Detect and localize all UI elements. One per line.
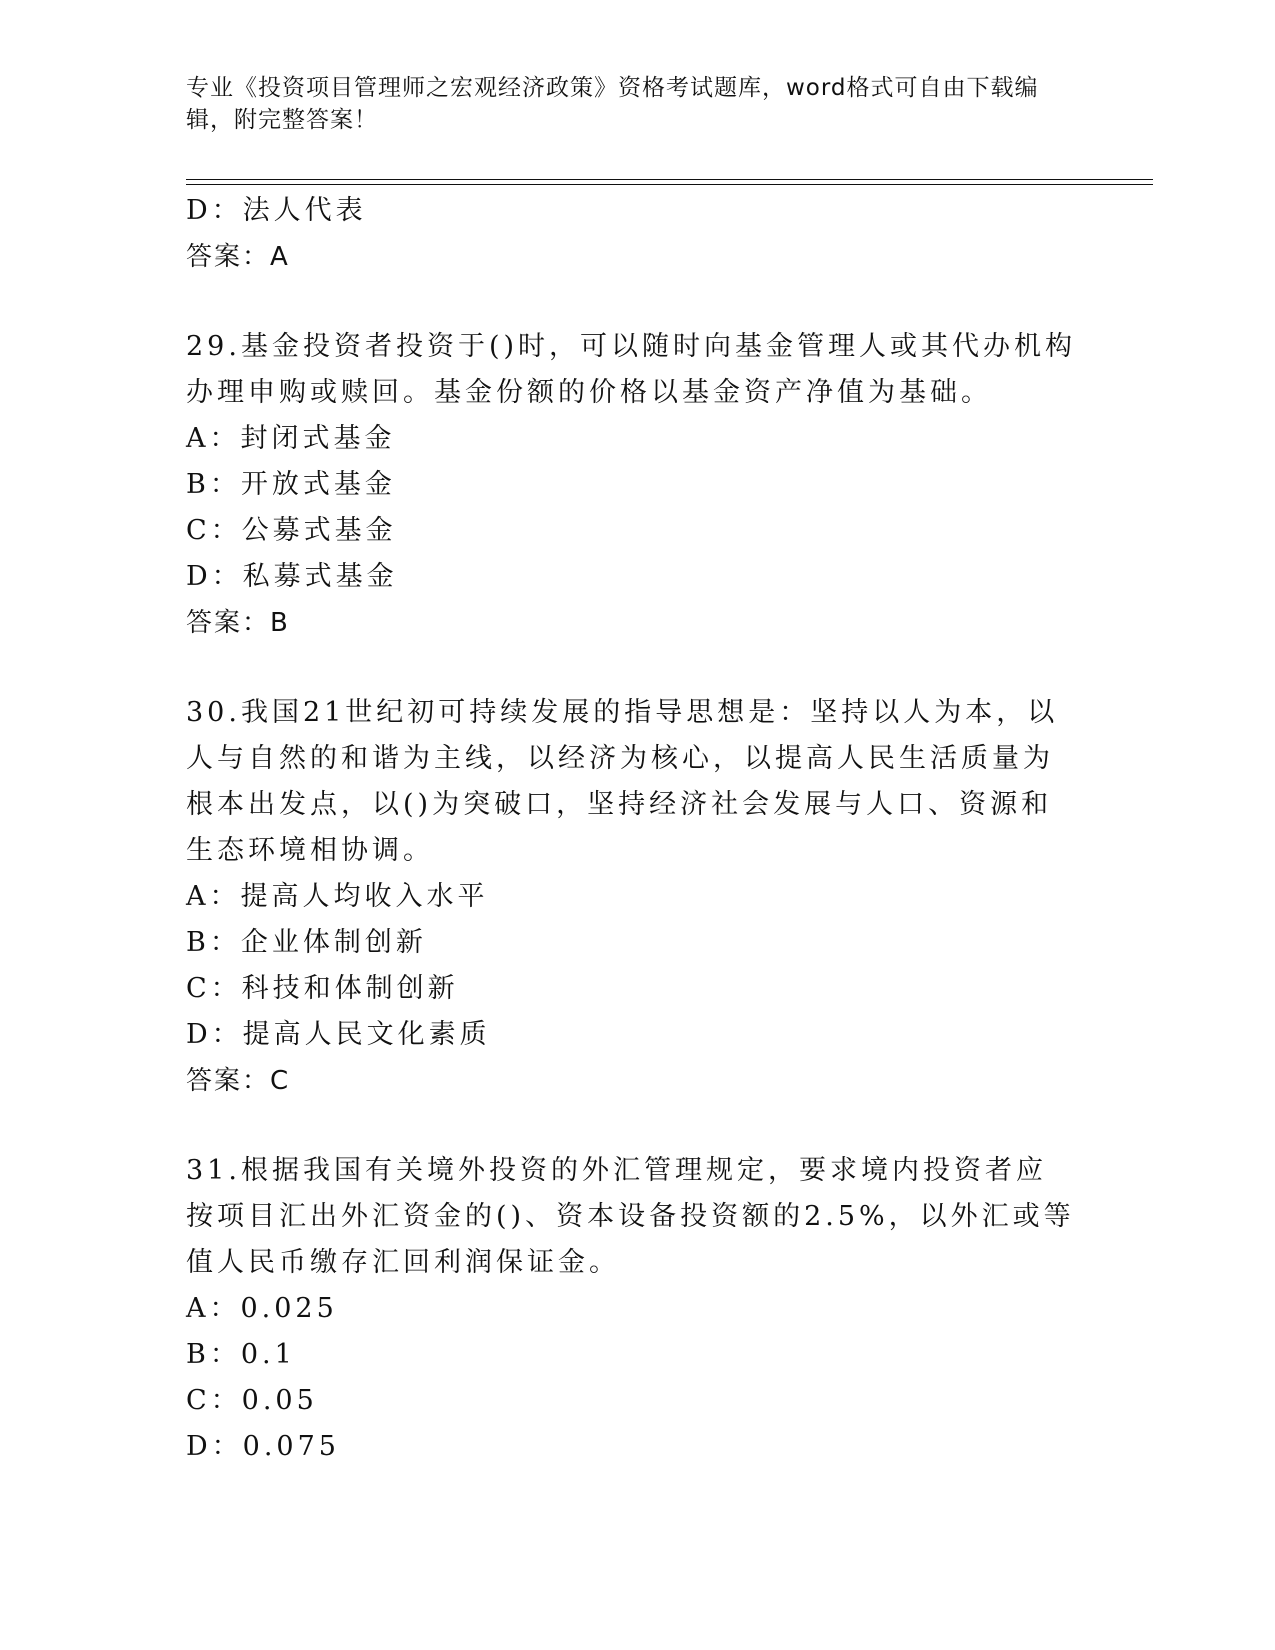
answer-line: 答案：C	[186, 1066, 291, 1096]
document-header: 专业《投资项目管理师之宏观经济政策》资格考试题库，word格式可自由下载编辑，附完整答案！	[186, 75, 1039, 133]
question-stem: 30.我国21世纪初可持续发展的指导思想是：坚持以人为本，以人与自然的和谐为主线，以经济为核心，以提高人民生活质量为根本出发点，以()为突破口，坚持经济社会发展与人口、资源和生态环境相协调。	[186, 697, 1059, 866]
option-a: A：0.025	[186, 1293, 338, 1324]
question-list	[186, 188, 1086, 1470]
question-30	[186, 690, 1086, 1104]
question-stem: 29.基金投资者投资于()时，可以随时向基金管理人或其代办机构办理申购或赎回。基金份额的价格以基金资产净值为基础。	[186, 331, 1077, 408]
option-d: D：提高人民文化素质	[186, 1019, 491, 1050]
option-c: C：公募式基金	[186, 515, 397, 546]
answer-line: 答案：B	[186, 608, 290, 638]
option-c: C：0.05	[186, 1385, 318, 1416]
question-stem: 31.根据我国有关境外投资的外汇管理规定，要求境内投资者应按项目汇出外汇资金的()、资本设备投资额的2.5%，以外汇或等值人民币缴存汇回利润保证金。	[186, 1155, 1075, 1278]
option-a: A：封闭式基金	[186, 423, 396, 454]
option-c: C：科技和体制创新	[186, 973, 459, 1004]
prev-question-tail	[186, 188, 1086, 280]
option-a: A：提高人均收入水平	[186, 881, 489, 912]
option-b: B：0.1	[186, 1339, 296, 1370]
option-b: B：开放式基金	[186, 469, 396, 500]
option-d: D：私募式基金	[186, 561, 398, 592]
option-d: D：法人代表	[186, 195, 367, 226]
option-b: B：企业体制创新	[186, 927, 427, 958]
question-29	[186, 324, 1086, 646]
header-divider-bottom	[186, 184, 1153, 185]
option-d: D：0.075	[186, 1431, 340, 1462]
answer-line: 答案：A	[186, 242, 290, 272]
question-31	[186, 1148, 1086, 1470]
header-divider-top	[186, 179, 1153, 180]
